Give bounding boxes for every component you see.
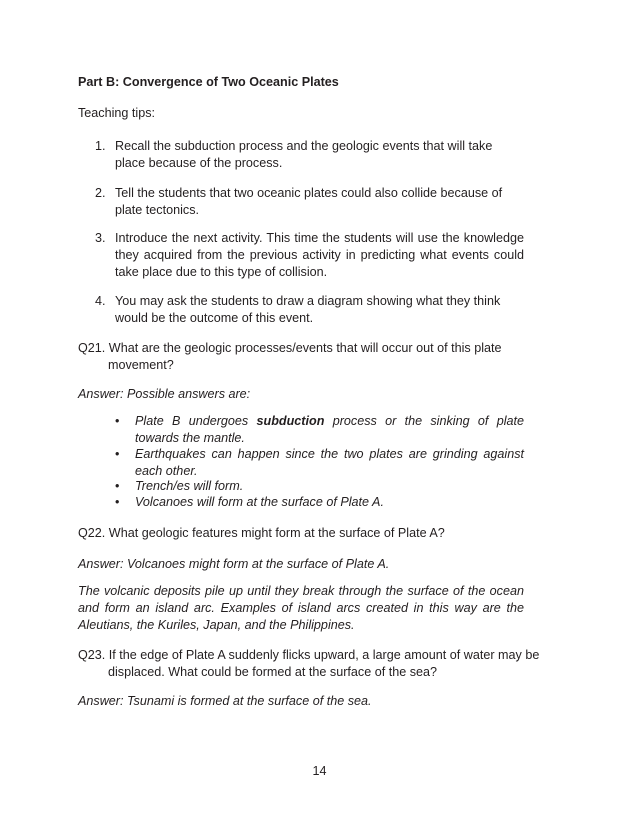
question-q22: Q22. What geologic features might form at the surface of Plate A? xyxy=(78,526,445,540)
page-number: 14 xyxy=(312,764,327,778)
tip-item-2 xyxy=(95,185,524,219)
q22-answer: Answer: Volcanoes might form at the surface of Plate A. xyxy=(78,557,390,571)
question-q23: Q23. If the edge of Plate A suddenly flicks upward, a large amount of water may be displaced. What could be formed at the surface of the sea? xyxy=(78,648,540,679)
tip-item-3 xyxy=(95,230,524,281)
tip-text: You may ask the students to draw a diagram showing what they think would be the outcome of this event. xyxy=(115,294,501,325)
question-q21: Q21. What are the geologic processes/events that will occur out of this plate movement? xyxy=(78,341,502,372)
bullet-text: Trench/es will form. xyxy=(135,479,244,493)
bullet-text: Plate B undergoes xyxy=(135,414,257,428)
tip-number: 1. xyxy=(95,139,106,153)
answer-bullet-4 xyxy=(117,494,524,511)
bullet-text: Earthquakes can happen since the two plates are grinding against each other. xyxy=(135,447,524,478)
q23-answer: Answer: Tsunami is formed at the surface of the sea. xyxy=(78,694,372,708)
tip-text: Tell the students that two oceanic plates could also collide because of plate tectonics. xyxy=(115,186,503,217)
q21-answer-intro: Answer: Possible answers are: xyxy=(78,387,251,401)
answer-bullet-3 xyxy=(117,478,524,495)
bullet-emphasis: subduction xyxy=(256,414,325,428)
part-title: Part B: Convergence of Two Oceanic Plates xyxy=(78,75,339,89)
tip-item-1 xyxy=(95,138,524,172)
bullet-text: Volcanoes will form at the surface of Plate A. xyxy=(135,495,384,509)
bullet-marker: • xyxy=(115,495,120,509)
tip-text: Introduce the next activity. This time the students will use the knowledge they acquired from the previous activity in predicting what events could take place due to this type of collision. xyxy=(115,231,524,279)
tip-number: 2. xyxy=(95,186,106,200)
answer-bullet-1 xyxy=(117,413,524,447)
bullet-text: process or the sinking of plate towards the mantle. xyxy=(135,414,525,445)
tip-number: 4. xyxy=(95,294,106,308)
tip-item-4 xyxy=(95,293,524,327)
bullet-marker: • xyxy=(115,447,120,461)
q22-explanation: The volcanic deposits pile up until they break through the surface of the ocean and form an island arc. Examples of island arcs created in this way are the Aleutians, the Kuriles, Japan, and the Philippines. xyxy=(78,584,524,632)
teaching-tips-label: Teaching tips: xyxy=(78,106,156,120)
bullet-marker: • xyxy=(115,479,120,493)
tip-number: 3. xyxy=(95,231,106,245)
answer-bullet-2 xyxy=(117,446,524,480)
tip-text: Recall the subduction process and the geologic events that will take place because of the process. xyxy=(115,139,493,170)
bullet-marker: • xyxy=(115,414,120,428)
